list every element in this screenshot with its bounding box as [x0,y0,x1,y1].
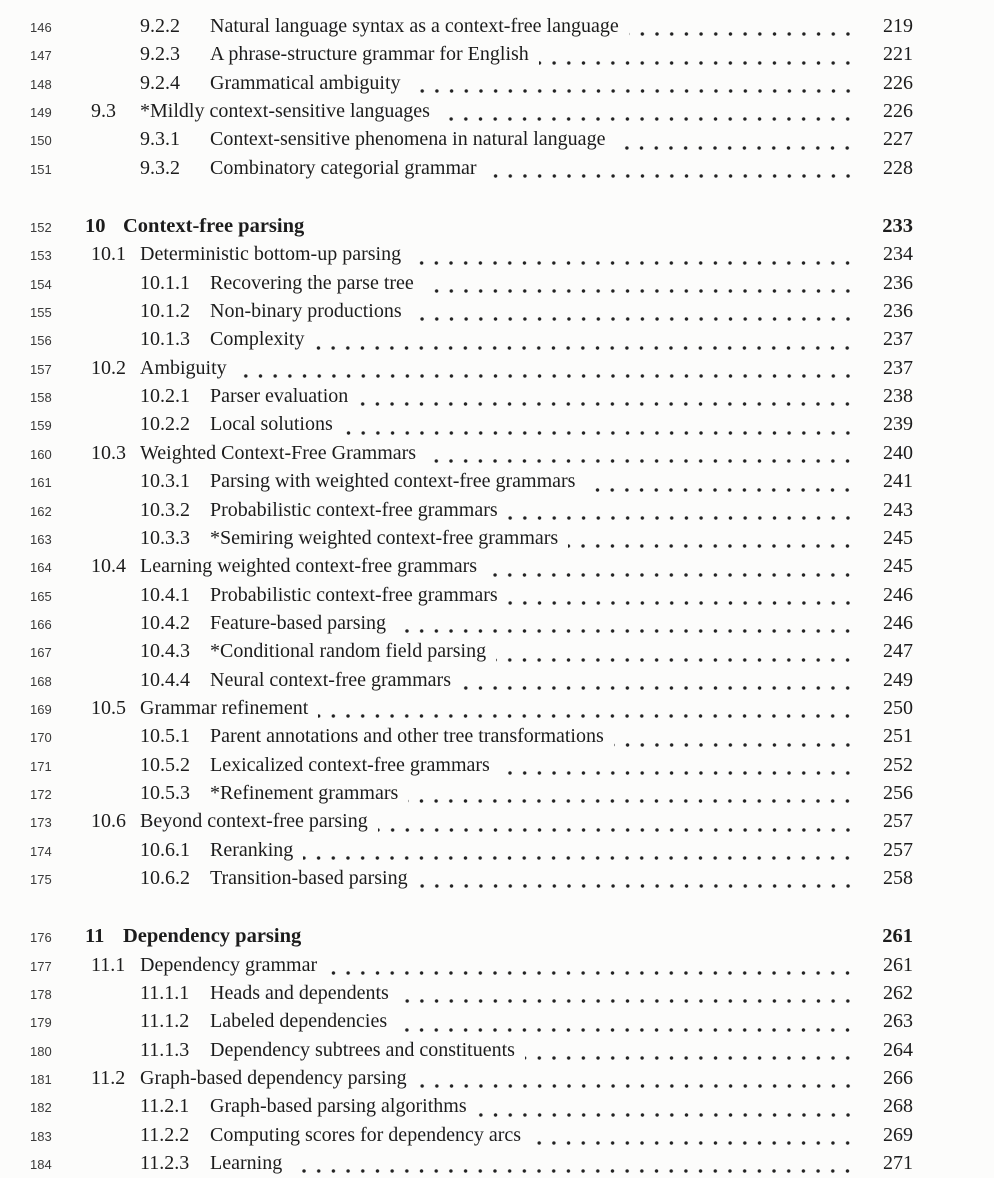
page-number: 241 [883,470,913,493]
entry-title: Parent annotations and other tree transformations [210,725,604,748]
entry-title: Learning [210,1152,283,1175]
entry-title: Parser evaluation [210,385,349,408]
entry-title: Lexicalized context-free grammars [210,753,490,776]
toc-entry-11 [30,923,913,951]
page-number: 256 [883,781,913,804]
toc-entry-9.3 [30,98,913,126]
entry-title: Weighted Context-Free Grammars [140,441,417,464]
section-number: 11.2.2 [140,1123,190,1146]
entry-title: Ambiguity [140,356,227,379]
dot-leader [397,1008,855,1036]
page-number: 257 [883,838,913,861]
entry-title: Learning weighted context-free grammars [140,555,478,578]
entry-title: Grammar refinement [140,696,309,719]
dot-leader [378,808,855,836]
page-number: 261 [883,953,913,976]
dot-leader [426,440,855,468]
toc-entry-11.2.1 [30,1093,913,1121]
dot-leader [311,923,855,951]
line-number: 174 [30,843,52,859]
entry-title: Labeled dependencies [210,1010,388,1033]
line-number: 162 [30,503,52,519]
line-number: 159 [30,418,52,434]
page-number: 268 [883,1095,913,1118]
section-number: 10.1.2 [140,300,190,323]
line-number: 147 [30,48,52,64]
dot-leader [440,98,855,126]
entry-title: Reranking [210,838,294,861]
section-number: 10.4.3 [140,640,190,663]
page-number: 228 [883,156,913,179]
toc-entry-10.5.1 [30,723,913,751]
section-number: 10.6.1 [140,838,190,861]
line-number: 179 [30,1015,52,1031]
toc-entry-10.5.3 [30,780,913,808]
section-number: 9.2.4 [140,71,180,94]
page-number: 246 [883,583,913,606]
entry-title: Deterministic bottom-up parsing [140,243,402,266]
page-number: 221 [883,43,913,66]
page-number: 271 [883,1152,913,1175]
entry-title: A phrase-structure grammar for English [210,43,529,66]
entry-title: Probabilistic context-free grammars [210,583,498,606]
line-number: 154 [30,276,52,292]
line-number: 183 [30,1128,52,1144]
line-number: 168 [30,673,52,689]
toc-entry-10.1.1 [30,270,913,298]
page-number: 263 [883,1010,913,1033]
section-number: 11.1 [91,953,126,976]
page-number: 226 [883,71,913,94]
dot-leader [496,638,855,666]
section-number: 10.3.2 [140,498,190,521]
page-number: 250 [883,696,913,719]
page-number: 264 [883,1038,913,1061]
page-number: 236 [883,300,913,323]
page-number: 227 [883,128,913,151]
dot-leader [614,723,855,751]
section-number: 9.3 [91,100,116,123]
page-number: 246 [883,611,913,634]
line-number: 167 [30,645,52,661]
toc-entry-11.2.2 [30,1122,913,1150]
toc-entry-10.1.2 [30,298,913,326]
section-number: 10.4.2 [140,611,190,634]
dot-leader [487,553,855,581]
line-number: 164 [30,560,52,576]
toc-entry-11.1.3 [30,1037,913,1065]
dot-leader [629,13,855,41]
line-number: 178 [30,987,52,1002]
line-number: 160 [30,446,52,462]
entry-title: Non-binary productions [210,300,402,323]
section-number: 10.1.3 [140,328,190,351]
line-number: 172 [30,786,52,802]
line-number: 157 [30,361,52,377]
entry-title: *Refinement grammars [210,781,399,804]
section-number: 9.2.2 [140,15,180,37]
line-number: 158 [30,390,52,406]
section-number: 10.4 [91,555,126,578]
entry-title: *Mildly context-sensitive languages [140,100,430,123]
dot-leader [424,270,855,298]
section-number: 10.1 [91,243,126,266]
toc-entry-10.1.3 [30,326,913,354]
section-number: 9.3.2 [140,156,180,179]
toc-entry-10.6 [30,808,913,836]
line-number: 184 [30,1157,52,1173]
page-number: 262 [883,982,913,1004]
section-number: 10.5.1 [140,725,190,748]
dot-leader [412,298,855,326]
toc-entry-10.5.2 [30,752,913,780]
section-number: 10.2.1 [140,385,190,408]
dot-leader [531,1122,855,1150]
dot-leader [314,326,855,354]
entry-title: Beyond context-free parsing [140,810,368,833]
toc-entry-11.1 [30,952,913,980]
entry-title: Graph-based parsing algorithms [210,1095,467,1118]
dot-leader [615,126,855,154]
line-number: 150 [30,133,52,149]
toc-entry-10.3.1 [30,468,913,496]
section-number: 10.1.1 [140,271,190,294]
toc-entry-10.3.2 [30,497,913,525]
line-number: 156 [30,333,52,349]
dot-leader [417,1065,855,1093]
section-number: 10.3.1 [140,470,190,493]
section-number: 11.1.3 [140,1038,190,1061]
line-number: 163 [30,531,52,547]
page-number: 258 [883,866,913,889]
section-number: 11.2 [91,1067,126,1090]
entry-title: Transition-based parsing [210,866,408,889]
dot-leader [399,980,855,1008]
entry-title: Graph-based dependency parsing [140,1067,407,1090]
page-number: 252 [883,753,913,776]
toc-entry-11.1.2 [30,1008,913,1036]
page-number: 269 [883,1123,913,1146]
line-number: 171 [30,758,52,774]
toc-entry-10.6.2 [30,865,913,893]
page-number: 233 [882,215,913,238]
line-number: 176 [30,930,52,946]
toc-entry-11.2 [30,1065,913,1093]
toc-entry-10.3.3 [30,525,913,553]
line-number: 148 [30,76,52,92]
line-number: 153 [30,248,52,264]
toc-entry-9.3.1 [30,126,913,154]
page-number: 240 [883,441,913,464]
toc-entry-10.2.1 [30,383,913,411]
section-number: 11.1.2 [140,1010,190,1033]
entry-title: Neural context-free grammars [210,668,451,691]
entry-title: Computing scores for dependency arcs [210,1123,522,1146]
dot-leader [408,780,855,808]
line-number: 175 [30,871,52,887]
line-number: 151 [30,161,52,177]
toc-entry-10.4.3 [30,638,913,666]
toc-entry-10.4.4 [30,667,913,695]
entry-title: Local solutions [210,413,333,436]
dot-leader [303,837,855,865]
line-number: 146 [30,20,52,35]
section-number: 11.1.1 [140,982,190,1004]
section-number: 9.2.3 [140,43,180,66]
section-number: 10.3.3 [140,526,190,549]
section-number: 10.6.2 [140,866,190,889]
entry-title: Combinatory categorial grammar [210,156,477,179]
dot-leader [318,695,855,723]
toc-entry-11.2.3 [30,1150,913,1178]
page-number: 219 [883,15,913,37]
entry-title: Context-free parsing [123,215,305,238]
toc-entry-10.2 [30,355,913,383]
dot-leader [477,1093,855,1121]
entry-title: Probabilistic context-free grammars [210,498,498,521]
dot-leader [358,383,855,411]
toc-entry-10.4.2 [30,610,913,638]
entry-title: Context-sensitive phenomena in natural language [210,128,606,151]
dot-leader [314,213,855,241]
entry-title: Dependency parsing [123,925,302,948]
page-number: 257 [883,810,913,833]
toc-list [30,13,913,1178]
toc-entry-9.2.4 [30,70,913,98]
page-number: 247 [883,640,913,663]
page-number: 243 [883,498,913,521]
entry-title: Dependency grammar [140,953,318,976]
entry-title: Natural language syntax as a context-free language [210,15,619,37]
line-number: 177 [30,958,52,974]
page-number: 234 [883,243,913,266]
entry-title: Complexity [210,328,305,351]
section-number: 10 [85,215,106,238]
dot-leader [411,241,855,269]
entry-title: Dependency subtrees and constituents [210,1038,515,1061]
toc-entry-10.6.1 [30,837,913,865]
dot-leader [343,411,855,439]
section-number: 11.2.1 [140,1095,190,1118]
line-number: 169 [30,701,52,717]
toc-entry-10.3 [30,440,913,468]
section-number: 10.3 [91,441,126,464]
line-number: 166 [30,616,52,632]
page-number: 245 [883,526,913,549]
page-number: 226 [883,100,913,123]
entry-title: *Conditional random field parsing [210,640,487,663]
section-number: 10.2 [91,356,126,379]
line-number: 165 [30,588,52,604]
section-number: 10.5 [91,696,126,719]
dot-leader [500,752,855,780]
entry-title: Feature-based parsing [210,611,387,634]
dot-leader [487,155,855,183]
section-number: 9.3.1 [140,128,180,151]
toc-entry-9.2.2 [30,13,913,41]
page-number: 239 [883,413,913,436]
page-number: 251 [883,725,913,748]
entry-title: Heads and dependents [210,982,389,1004]
page-number: 266 [883,1067,913,1090]
entry-title: Grammatical ambiguity [210,71,401,94]
page-number: 249 [883,668,913,691]
page-number: 245 [883,555,913,578]
dot-leader [508,497,855,525]
page-number: 236 [883,271,913,294]
line-number: 149 [30,105,52,121]
dot-leader [539,41,855,69]
section-number: 10.6 [91,810,126,833]
line-number: 181 [30,1072,52,1088]
dot-leader [418,865,855,893]
line-number: 180 [30,1043,52,1059]
line-number: 152 [30,220,52,236]
dot-leader [292,1150,855,1178]
dot-leader [568,525,855,553]
dot-leader [525,1037,855,1065]
toc-entry-11.1.1 [30,980,913,1008]
section-number: 11.2.3 [140,1152,190,1175]
toc-entry-9.3.2 [30,155,913,183]
entry-title: *Semiring weighted context-free grammars [210,526,559,549]
line-number: 161 [30,475,52,491]
dot-leader [461,667,855,695]
toc-entry-10.5 [30,695,913,723]
entry-title: Parsing with weighted context-free grammars [210,470,576,493]
page-number: 237 [883,328,913,351]
toc-entry-9.2.3 [30,41,913,69]
toc-entry-10.2.2 [30,411,913,439]
dot-leader [411,70,856,98]
page-number: 261 [882,925,913,948]
line-number: 182 [30,1100,52,1116]
section-number: 10.4.4 [140,668,190,691]
toc-entry-10 [30,213,913,241]
section-number: 10.2.2 [140,413,190,436]
line-number: 170 [30,730,52,746]
page-number: 237 [883,356,913,379]
dot-leader [396,610,855,638]
line-number: 155 [30,305,52,321]
entry-title: Recovering the parse tree [210,271,414,294]
dot-leader [237,355,855,383]
line-number: 173 [30,815,52,831]
section-number: 11 [85,925,105,948]
dot-leader [508,582,855,610]
toc-entry-10.1 [30,241,913,269]
page-number: 238 [883,385,913,408]
section-number: 10.5.3 [140,781,190,804]
section-number: 10.4.1 [140,583,190,606]
toc-entry-10.4 [30,553,913,581]
dot-leader [327,952,855,980]
section-number: 10.5.2 [140,753,190,776]
toc-entry-10.4.1 [30,582,913,610]
dot-leader [585,468,855,496]
